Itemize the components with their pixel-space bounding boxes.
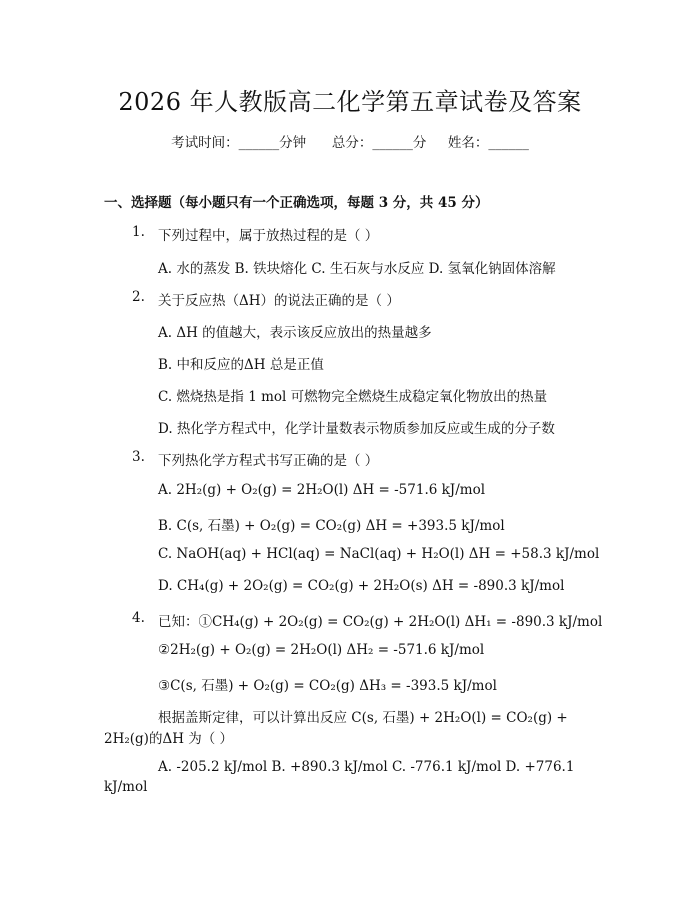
score-blank: ______ [372, 135, 413, 151]
option-c: C. NaOH(aq) + HCl(aq) = NaCl(aq) + H₂O(l) ΔH = +58.3 kJ/mol [158, 546, 600, 562]
time-unit: 分钟 [279, 135, 307, 151]
option-d: D. 热化学方程式中，化学计量数表示物质参加反应或生成的分子数 [158, 421, 555, 437]
given-equation-1: 已知：①CH₄(g) + 2O₂(g) = CO₂(g) + 2H₂O(l) ΔH₁ = -890.3 kJ/mol [158, 614, 603, 630]
exam-info-line [0, 131, 700, 151]
option-a: A. ΔH 的值越大，表示该反应放出的热量越多 [158, 325, 432, 341]
question-number: 1. [132, 224, 145, 240]
score-unit: 分 [412, 135, 427, 151]
question-options: A. 水的蒸发 B. 铁块熔化 C. 生石灰与水反应 D. 氢氧化钠固体溶解 [158, 261, 556, 277]
score-label: 总分： [331, 135, 373, 151]
given-equation-2: ②2H₂(g) + O₂(g) = 2H₂O(l) ΔH₂ = -571.6 kJ/mol [158, 642, 485, 658]
question-options: A. -205.2 kJ/mol B. +890.3 kJ/mol C. -776.1 kJ/mol D. +776.1 [158, 759, 575, 775]
question-stem: 下列过程中，属于放热过程的是（ ） [158, 228, 379, 244]
question-stem-continued: 2H₂(g)的ΔH 为（ ） [104, 731, 234, 747]
time-blank: ______ [238, 135, 280, 151]
question-stem: 根据盖斯定律，可以计算出反应 C(s, 石墨) + 2H₂O(l) = CO₂(g) + [158, 710, 568, 726]
question-stem: 关于反应热（ΔH）的说法正确的是（ ） [158, 293, 400, 309]
option-b: B. 中和反应的ΔH 总是正值 [158, 357, 324, 373]
question-options-continued: kJ/mol [104, 779, 148, 795]
name-blank: ______ [488, 135, 529, 151]
page-title: 2026 年人教版高二化学第五章试卷及答案 [118, 88, 582, 116]
time-label: 考试时间： [171, 135, 239, 151]
given-equation-3: ③C(s, 石墨) + O₂(g) = CO₂(g) ΔH₃ = -393.5 kJ/mol [158, 678, 497, 694]
question-stem: 下列热化学方程式书写正确的是（ ） [158, 453, 379, 469]
section-heading: 一、选择题（每小题只有一个正确选项，每题 3 分，共 45 分） [104, 195, 489, 211]
name-label: 姓名： [447, 135, 489, 151]
option-b: B. C(s, 石墨) + O₂(g) = CO₂(g) ΔH = +393.5 kJ/mol [158, 518, 505, 534]
option-a: A. 2H₂(g) + O₂(g) = 2H₂O(l) ΔH = -571.6 kJ/mol [158, 482, 486, 498]
option-d: D. CH₄(g) + 2O₂(g) = CO₂(g) + 2H₂O(s) ΔH = -890.3 kJ/mol [158, 578, 565, 594]
question-number: 3. [132, 449, 145, 465]
question-number: 2. [132, 289, 145, 305]
option-c: C. 燃烧热是指 1 mol 可燃物完全燃烧生成稳定氧化物放出的热量 [158, 389, 548, 405]
question-number: 4. [132, 610, 145, 626]
